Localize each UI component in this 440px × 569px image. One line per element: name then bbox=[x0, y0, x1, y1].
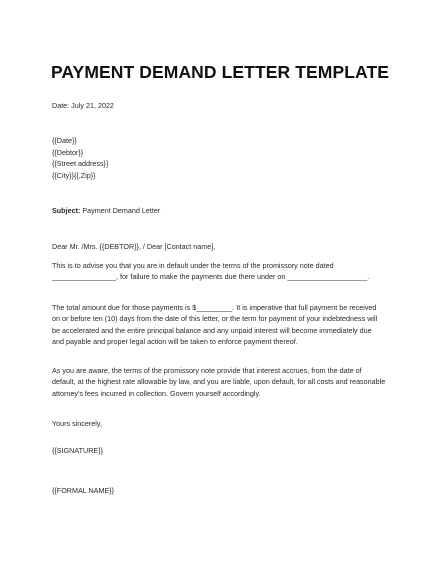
formal-name-placeholder: {{FORMAL NAME}} bbox=[52, 486, 115, 495]
closing: Yours sincerely, bbox=[52, 419, 102, 428]
address-line-date: {{Date}} bbox=[52, 136, 77, 145]
greeting: Dear Mr. /Mrs. {{DEBTOR}}, / Dear [Contact name], bbox=[52, 242, 216, 251]
paragraph-line: and payable and proper legal action will be taken to enforce payment thereof. bbox=[52, 337, 298, 347]
paragraph-line: As you are aware, the terms of the promissory note provide that interest accrues, from the date of bbox=[52, 366, 362, 375]
recipient-address-block bbox=[52, 135, 397, 181]
date-line: Date: July 21, 2022 bbox=[52, 101, 114, 110]
paragraph-line: ________________, for failure to make the payments due there under on ____________________. bbox=[52, 272, 370, 282]
paragraph-line: The total amount due for those payments is $_________. It is imperative that full payment be received bbox=[52, 303, 377, 312]
address-line-debtor: {{Debtor}} bbox=[52, 147, 84, 157]
address-line-street: {{Street address}} bbox=[52, 159, 109, 169]
paragraph-interest-terms bbox=[52, 365, 397, 399]
paragraph-amount-due bbox=[52, 302, 397, 348]
subject-line bbox=[52, 205, 397, 216]
signature-placeholder: {{SIGNATURE}} bbox=[52, 446, 103, 455]
subject-text: Payment Demand Letter bbox=[80, 206, 161, 215]
paragraph-line: be accelerated and the entire principal balance and any unpaid interest will become immediately due bbox=[52, 325, 372, 335]
paragraph-line: default, at the highest rate allowable by law, and you are liable, upon default, for all costs and reasonable bbox=[52, 377, 386, 387]
document-title: PAYMENT DEMAND LETTER TEMPLATE bbox=[50, 62, 390, 82]
paragraph-line: on or before ten (10) days from the date of this letter, or the term for payment of your indebtedness will bbox=[52, 314, 378, 324]
paragraph-line: attorney's fees incurred in collection. Govern yourself accordingly. bbox=[52, 388, 261, 398]
subject-label: Subject: bbox=[52, 206, 81, 215]
paragraph-default-notice bbox=[52, 260, 397, 283]
paragraph-line: This is to advise you that you are in default under the terms of the promissory note dated bbox=[52, 261, 334, 270]
address-line-city-zip: {{City}}{{,Zip}} bbox=[52, 170, 96, 180]
